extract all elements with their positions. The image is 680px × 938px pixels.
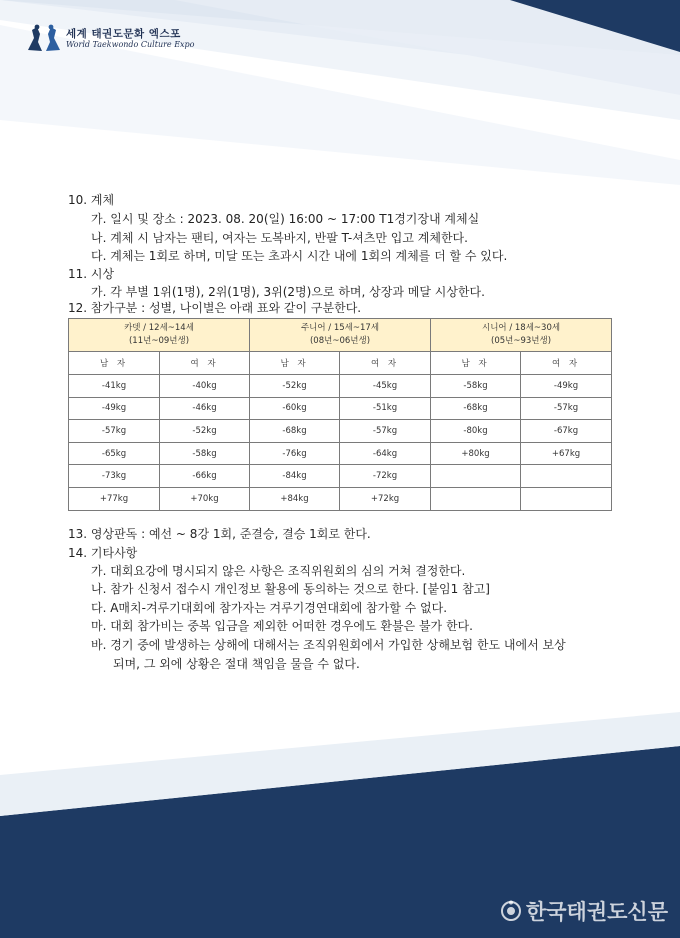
group-header-line1: 카뎃 / 12세~14세 <box>124 323 194 334</box>
group-header-line1: 주니어 / 15세~17세 <box>300 323 380 334</box>
weight-cell: -67kg <box>521 420 612 443</box>
weight-cell: -65kg <box>69 442 160 465</box>
section-14-heading: 14. 기타사항 <box>68 546 138 560</box>
weight-cell: +77kg <box>69 487 160 510</box>
taekwondo-figures-icon <box>26 24 62 54</box>
group-cadet-header <box>69 319 250 352</box>
table-row <box>69 442 612 465</box>
gender-header-cell: 남 자 <box>431 352 521 375</box>
weight-cell: -41kg <box>69 375 160 398</box>
newspaper-watermark <box>500 896 668 926</box>
weight-cell: -40kg <box>160 375 250 398</box>
group-header-line1: 시니어 / 18세~30세 <box>481 323 561 334</box>
weight-cell: -80kg <box>431 420 521 443</box>
section-14-item-na: 나. 참가 신청서 접수시 개인정보 활용에 동의하는 것으로 한다. [붙임1 참고] <box>91 582 490 596</box>
weight-cell: +80kg <box>431 442 521 465</box>
weight-cell: +70kg <box>160 487 250 510</box>
weight-class-table <box>68 318 612 511</box>
group-header-line2: (05년~93년생) <box>491 336 552 346</box>
weight-cell: -84kg <box>250 465 340 488</box>
weight-cell: -57kg <box>69 420 160 443</box>
newspaper-logo-icon <box>500 900 522 922</box>
group-header-line2: (11년~09년생) <box>128 336 190 346</box>
table-row <box>69 420 612 443</box>
weight-cell: -58kg <box>431 375 521 398</box>
section-11-item-ga: 가. 각 부별 1위(1명), 2위(1명), 3위(2명)으로 하며, 상장과 메달 시상한다. <box>91 285 485 299</box>
logo-english-text: World Taekwondo Culture Expo <box>66 40 195 50</box>
section-11-heading: 11. 시상 <box>68 267 115 281</box>
table-row <box>69 375 612 398</box>
group-senior-header <box>431 319 612 352</box>
section-12-heading: 12. 참가구분 : 성별, 나이별은 아래 표와 같이 구분한다. <box>68 301 362 315</box>
table-row <box>69 465 612 488</box>
watermark-text: 한국태권도신문 <box>525 900 668 924</box>
group-junior-header <box>250 319 431 352</box>
section-14-item-ba: 바. 경기 중에 발생하는 상해에 대해서는 조직위원회에서 가입한 상해보험 한도 내에서 보상 <box>91 638 566 652</box>
weight-cell: +67kg <box>521 442 612 465</box>
table-gender-header-row <box>69 352 612 375</box>
section-14-item-ba-continued: 되며, 그 외에 상황은 절대 책임을 물을 수 없다. <box>113 657 360 671</box>
weight-cell: +84kg <box>250 487 340 510</box>
section-10-item-na: 나. 계체 시 남자는 팬티, 여자는 도복바지, 반팔 T-셔츠만 입고 계체한다. <box>91 231 468 245</box>
weight-cell: -60kg <box>250 397 340 420</box>
weight-cell: -58kg <box>160 442 250 465</box>
section-13-heading: 13. 영상판독 : 예선 ~ 8강 1회, 준결승, 결승 1회로 한다. <box>68 527 371 541</box>
gender-header-cell: 여 자 <box>160 352 250 375</box>
weight-cell: -45kg <box>340 375 431 398</box>
weight-cell: -68kg <box>250 420 340 443</box>
section-10-item-ga: 가. 일시 및 장소 : 2023. 08. 20(일) 16:00 ~ 17:00 T1경기장내 계체실 <box>91 212 480 226</box>
expo-logo <box>26 24 195 54</box>
weight-cell: -68kg <box>431 397 521 420</box>
gender-header-cell: 여 자 <box>521 352 612 375</box>
section-14-item-ga: 가. 대회요강에 명시되지 않은 사항은 조직위원회의 심의 거쳐 결정한다. <box>91 564 466 578</box>
weight-cell: -49kg <box>69 397 160 420</box>
weight-cell: -52kg <box>250 375 340 398</box>
weight-cell: -66kg <box>160 465 250 488</box>
gender-header-cell: 남 자 <box>250 352 340 375</box>
weight-cell: -73kg <box>69 465 160 488</box>
logo-korean-text: 세계 태권도문화 엑스포 <box>66 27 181 40</box>
gender-header-cell: 남 자 <box>69 352 160 375</box>
weight-cell <box>431 487 521 510</box>
weight-cell: -72kg <box>340 465 431 488</box>
section-10-heading: 10. 계체 <box>68 193 115 207</box>
table-group-header-row <box>69 319 612 352</box>
weight-cell: -76kg <box>250 442 340 465</box>
section-10-item-da: 다. 계체는 1회로 하며, 미달 또는 초과시 시간 내에 1회의 계체를 더 할 수 있다. <box>91 249 508 263</box>
weight-cell: -64kg <box>340 442 431 465</box>
table-row <box>69 487 612 510</box>
weight-cell: -49kg <box>521 375 612 398</box>
weight-cell: -52kg <box>160 420 250 443</box>
weight-cell: -57kg <box>521 397 612 420</box>
section-14-item-ma: 마. 대회 참가비는 중복 입금을 제외한 어떠한 경우에도 환불은 불가 한다. <box>91 619 473 633</box>
table-row <box>69 397 612 420</box>
group-header-line2: (08년~06년생) <box>309 336 371 346</box>
weight-cell <box>521 487 612 510</box>
weight-cell: -51kg <box>340 397 431 420</box>
weight-cell: +72kg <box>340 487 431 510</box>
weight-cell <box>521 465 612 488</box>
section-14-item-da: 다. A매치-겨루기대회에 참가자는 겨루기경연대회에 참가할 수 없다. <box>91 601 448 615</box>
gender-header-cell: 여 자 <box>340 352 431 375</box>
weight-cell: -46kg <box>160 397 250 420</box>
weight-cell: -57kg <box>340 420 431 443</box>
weight-cell <box>431 465 521 488</box>
